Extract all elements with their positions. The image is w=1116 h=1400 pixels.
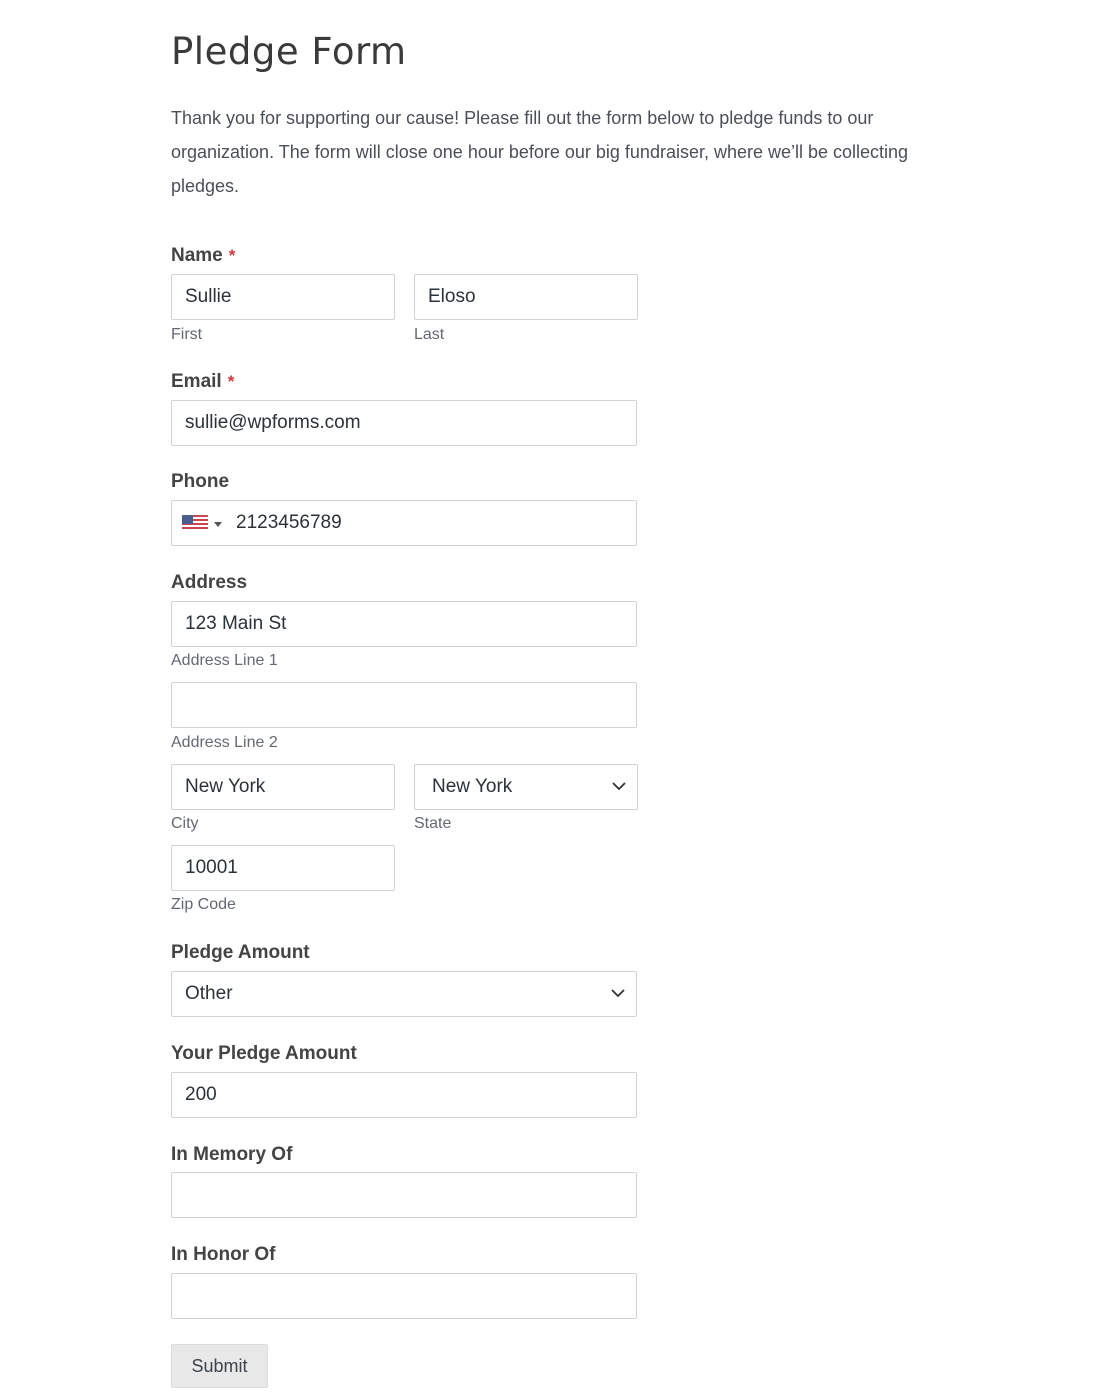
us-flag-icon[interactable] (182, 515, 208, 531)
state-selected-value: New York (432, 776, 513, 797)
last-name-input[interactable] (414, 274, 638, 320)
address-label: Address (171, 572, 248, 593)
phone-label: Phone (171, 471, 230, 492)
address-line1-value: 123 Main St (185, 613, 287, 634)
address-line2-input[interactable] (171, 682, 637, 728)
your-pledge-amount-input[interactable] (171, 1072, 637, 1118)
your-pledge-amount-label: Your Pledge Amount (171, 1043, 357, 1064)
in-memory-of-input[interactable] (171, 1172, 637, 1218)
email-input[interactable] (171, 400, 637, 446)
first-name-value: Sullie (185, 286, 232, 307)
zip-code-input[interactable] (171, 845, 395, 891)
pledge-amount-selected-value: Other (185, 983, 233, 1004)
your-pledge-amount-value: 200 (185, 1084, 217, 1105)
city-sublabel: City (171, 815, 199, 832)
zip-code-sublabel: Zip Code (171, 896, 236, 913)
country-dropdown-caret-icon[interactable] (214, 522, 222, 527)
state-select[interactable] (414, 764, 638, 810)
name-label-text: Name (171, 245, 223, 266)
pledge-amount-select[interactable] (171, 971, 637, 1017)
state-sublabel: State (414, 815, 452, 832)
phone-value: 2123456789 (236, 512, 342, 533)
last-name-sublabel: Last (414, 326, 445, 343)
first-name-sublabel: First (171, 326, 203, 343)
chevron-down-icon (610, 985, 626, 1001)
chevron-down-icon (611, 778, 627, 794)
in-memory-of-label: In Memory Of (171, 1144, 293, 1165)
submit-button[interactable]: Submit (171, 1344, 268, 1388)
last-name-value: Eloso (428, 286, 476, 307)
name-label (171, 245, 235, 267)
address-line1-input[interactable] (171, 601, 637, 647)
email-label (171, 371, 234, 393)
address-line1-sublabel: Address Line 1 (171, 652, 278, 669)
email-value: sullie@wpforms.com (185, 412, 361, 433)
in-honor-of-label: In Honor Of (171, 1244, 276, 1265)
email-label-text: Email (171, 371, 222, 392)
pledge-amount-label: Pledge Amount (171, 942, 310, 963)
required-marker: * (228, 246, 236, 265)
address-line2-sublabel: Address Line 2 (171, 734, 278, 751)
form-description: Thank you for supporting our cause! Please fill out the form below to pledge funds to our organization. The form will close one hour before our big fundraiser, where we’ll be collecting pledges. (171, 108, 909, 196)
page-title: Pledge Form (171, 30, 407, 73)
required-marker: * (227, 372, 235, 391)
in-honor-of-input[interactable] (171, 1273, 637, 1319)
phone-input[interactable] (171, 500, 637, 546)
first-name-input[interactable] (171, 274, 395, 320)
zip-code-value: 10001 (185, 857, 238, 878)
city-value: New York (185, 776, 266, 797)
city-input[interactable] (171, 764, 395, 810)
